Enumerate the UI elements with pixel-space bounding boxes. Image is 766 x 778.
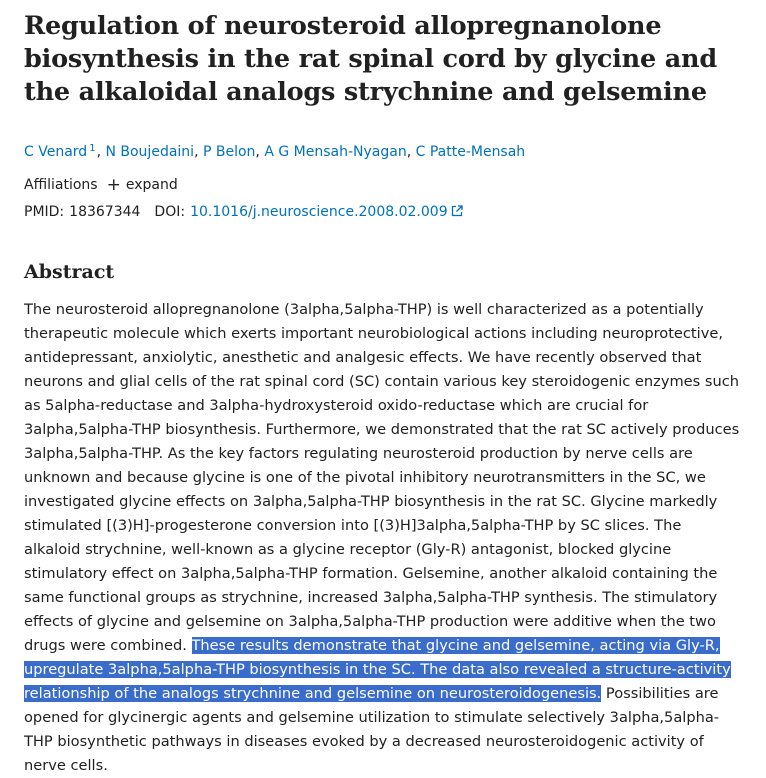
abstract-text-before: The neurosteroid allopregnanolone (3alpha,5alpha-THP) is well characterized as a potentially therapeutic molecule which exerts important neurobiological actions including neuroprotective, antidepressant, anxiolytic, anesthetic and analgesic effects. We have recently observed that neurons and glial cells of the rat spinal cord (SC) contain various key steroidogenic enzymes such as 5alpha-reductase and 3alpha-hydroxysteroid oxido-reductase which are crucial for 3alpha,5alpha-THP biosynthesis. Furthermore, we demonstrated that the rat SC actively produces 3alpha,5alpha-THP. As the key factors regulating neurosteroid production by nerve cells are unknown and because glycine is one of the pivotal inhibitory neurotransmitters in the SC, we investigated glycine effects on 3alpha,5alpha-THP biosynthesis in the rat SC. Glycine markedly stimulated [(3)H]-progesterone conversion into [(3)H]3alpha,5alpha-THP by SC slices. The alkaloid strychnine, well-known as a glycine receptor (Gly-R) antagonist, blocked glycine stimulatory effect on 3alpha,5alpha-THP formation. Gelsemine, another alkaloid containing the same functional groups as strychnine, increased 3alpha,5alpha-THP synthesis. The stimulatory effects of glycine and gelsemine on 3alpha,5alpha-THP production were additive when the two drugs were combined. — [24, 301, 740, 654]
author-link[interactable]: C Venard — [24, 144, 88, 160]
pmid-value: 18367344 — [69, 204, 141, 220]
author-link[interactable]: A G Mensah-Nyagan — [264, 144, 407, 160]
author-link[interactable]: C Patte-Mensah — [415, 144, 526, 160]
author-link[interactable]: P Belon — [202, 144, 256, 160]
plus-icon: + — [106, 175, 121, 195]
pmid-label: PMID: — [24, 204, 65, 220]
article-title: Regulation of neurosteroid allopregnanolone biosynthesis in the rat spinal cord by glycine and the alkaloidal analogs strychnine and gelsemine — [24, 11, 717, 107]
author-separator: , — [96, 144, 106, 160]
abstract-text — [24, 298, 742, 778]
doi-label: DOI: — [154, 204, 186, 220]
authors-list — [24, 139, 525, 162]
expand-label: expand — [125, 177, 178, 193]
author-separator: , — [406, 144, 416, 160]
author-separator: , — [255, 144, 265, 160]
affiliations-row — [24, 175, 178, 195]
expand-affiliations-button[interactable] — [107, 175, 178, 195]
author-separator: , — [194, 144, 203, 160]
affiliation-sup-link[interactable]: 1 — [89, 143, 96, 154]
abstract-heading: Abstract — [24, 261, 115, 283]
external-link-icon — [451, 205, 463, 217]
doi-link[interactable]: 10.1016/j.neuroscience.2008.02.009 — [190, 202, 463, 222]
affiliations-label: Affiliations — [24, 177, 98, 193]
author-link[interactable]: N Boujedaini — [105, 144, 195, 160]
identifiers-row — [24, 202, 463, 222]
abstract-text-after: Possibilities are opened for glycinergic agents and gelsemine utilization to stimulate selectively 3alpha,5alpha-THP biosynthetic pathways in diseases evoked by a decreased neurosteroidogenic activity of nerve cells. — [24, 685, 720, 774]
abstract-selected-text: These results demonstrate that glycine and gelsemine, acting via Gly-R, upregulate 3alpha,5alpha-THP biosynthesis in the SC. The data also revealed a structure-activity relationship of the analogs strychnine and gelsemine on neurosteroidogenesis. — [24, 637, 731, 702]
